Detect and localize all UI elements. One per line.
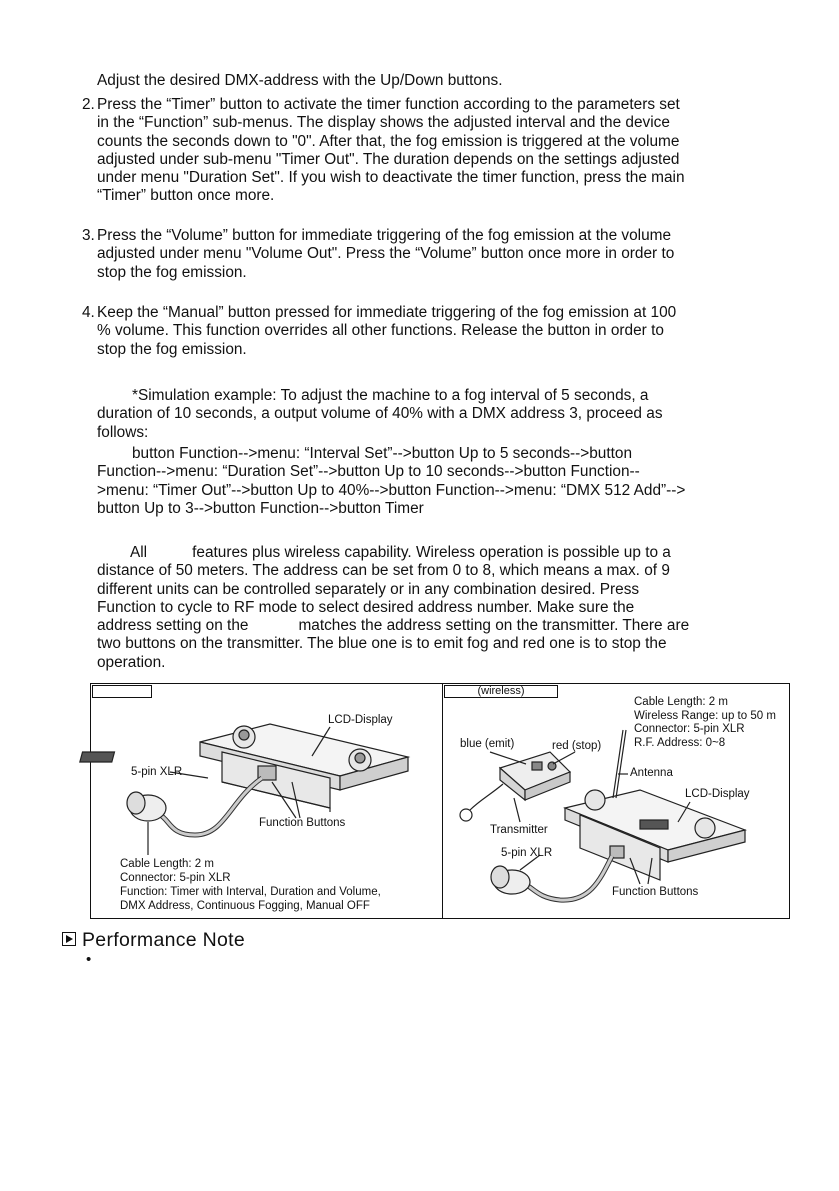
wireless-controller-illustration	[491, 730, 745, 900]
performance-note-title: Performance Note	[82, 929, 246, 951]
sequence-line: >menu: “Timer Out”-->button Up to 40%-->button Function-->menu: “DMX 512 Add”-->	[97, 481, 686, 499]
simulation-line: follows:	[97, 423, 149, 441]
wireless-line: operation.	[97, 653, 166, 671]
step-line: in the “Function” sub-menus. The display shows the adjusted interval and the device	[97, 114, 670, 132]
right-buttons-label: Function Buttons	[612, 886, 699, 898]
wireless-features: features plus wireless capability. Wireless operation is possible up to a	[192, 544, 671, 561]
wireless-line: two buttons on the transmitter. The blue one is to emit fog and red one is to stop the	[97, 635, 667, 653]
wireless-line: different units can be controlled separately or in any combination desired. Press	[97, 580, 640, 598]
left-spec-line: Cable Length: 2 m	[120, 858, 214, 870]
left-lcd-label: LCD-Display	[328, 714, 393, 726]
left-xlr-label: 5-pin XLR	[131, 766, 183, 778]
bullet-point: •	[86, 951, 92, 968]
left-controller-illustration	[80, 724, 408, 855]
transmitter-label: Transmitter	[490, 824, 548, 836]
step-line: adjusted under sub-menu "Timer Out". The duration depends on the settings adjusted	[97, 150, 680, 168]
step-line: “Timer” button once more.	[97, 187, 275, 205]
step-line: Press the “Volume” button for immediate triggering of the fog emission at the volume	[97, 227, 672, 244]
right-lcd-label: LCD-Display	[685, 788, 750, 800]
sequence-line: button Up to 3-->button Function-->button Timer	[97, 499, 424, 517]
right-spec-line: Wireless Range: up to 50 m	[634, 710, 776, 722]
left-spec-line: Connector: 5-pin XLR	[120, 872, 231, 884]
sequence-line: Function-->menu: “Duration Set”-->button Up to 10 seconds-->button Function--	[97, 463, 640, 481]
sequence-line: button Function-->menu: “Interval Set”-->button Up to 5 seconds-->button	[132, 445, 633, 462]
step-number: 4.	[82, 304, 95, 321]
simulation-line: *Simulation example: To adjust the machine to a fog interval of 5 seconds, a	[132, 387, 649, 404]
right-figure-tag: (wireless)	[444, 685, 558, 698]
step-line: stop the fog emission.	[97, 340, 247, 358]
intro-line: Adjust the desired DMX-address with the Up/Down buttons.	[97, 72, 503, 89]
right-spec-line: Cable Length: 2 m	[634, 696, 728, 708]
antenna-label: Antenna	[630, 767, 673, 779]
left-spec-line: Function: Timer with Interval, Duration and Volume,	[120, 886, 381, 898]
left-buttons-label: Function Buttons	[259, 817, 346, 829]
step-line: counts the seconds down to "0". After that, the fog emission is triggered at the volume	[97, 132, 680, 150]
transmitter-illustration	[460, 752, 575, 822]
right-spec-line: R.F. Address: 0~8	[634, 737, 726, 749]
wireless-address-setting: address setting on the	[97, 617, 249, 635]
left-spec-line: DMX Address, Continuous Fogging, Manual OFF	[120, 900, 370, 912]
step-number: 2.	[82, 96, 95, 113]
simulation-line: duration of 10 seconds, a output volume of 40% with a DMX address 3, proceed as	[97, 405, 663, 423]
step-line: adjusted under menu "Volume Out". Press the “Volume” button once more in order to	[97, 245, 675, 263]
step-line: Press the “Timer” button to activate the timer function according to the parameters set	[97, 96, 680, 113]
play-icon	[62, 932, 76, 946]
step-line: Keep the “Manual” button pressed for immediate triggering of the fog emission at 100	[97, 304, 677, 321]
blue-emit-label: blue (emit)	[460, 738, 515, 750]
wireless-line: distance of 50 meters. The address can be set from 0 to 8, which means a max. of 9	[97, 562, 670, 580]
step-line: % volume. This function overrides all other functions. Release the button in order to	[97, 322, 664, 340]
wireless-line: Function to cycle to RF mode to select desired address number. Make sure the	[97, 598, 635, 616]
wireless-all: All	[130, 544, 148, 561]
right-spec-line: Connector: 5-pin XLR	[634, 723, 745, 735]
red-stop-label: red (stop)	[552, 740, 602, 752]
step-number: 3.	[82, 227, 95, 244]
step-line: stop the fog emission.	[97, 263, 247, 281]
right-xlr-label: 5-pin XLR	[501, 847, 553, 859]
step-line: under menu "Duration Set". If you wish to deactivate the timer function, press the main	[97, 169, 685, 187]
wireless-matches: matches the address setting on the transmitter. There are	[298, 617, 690, 635]
